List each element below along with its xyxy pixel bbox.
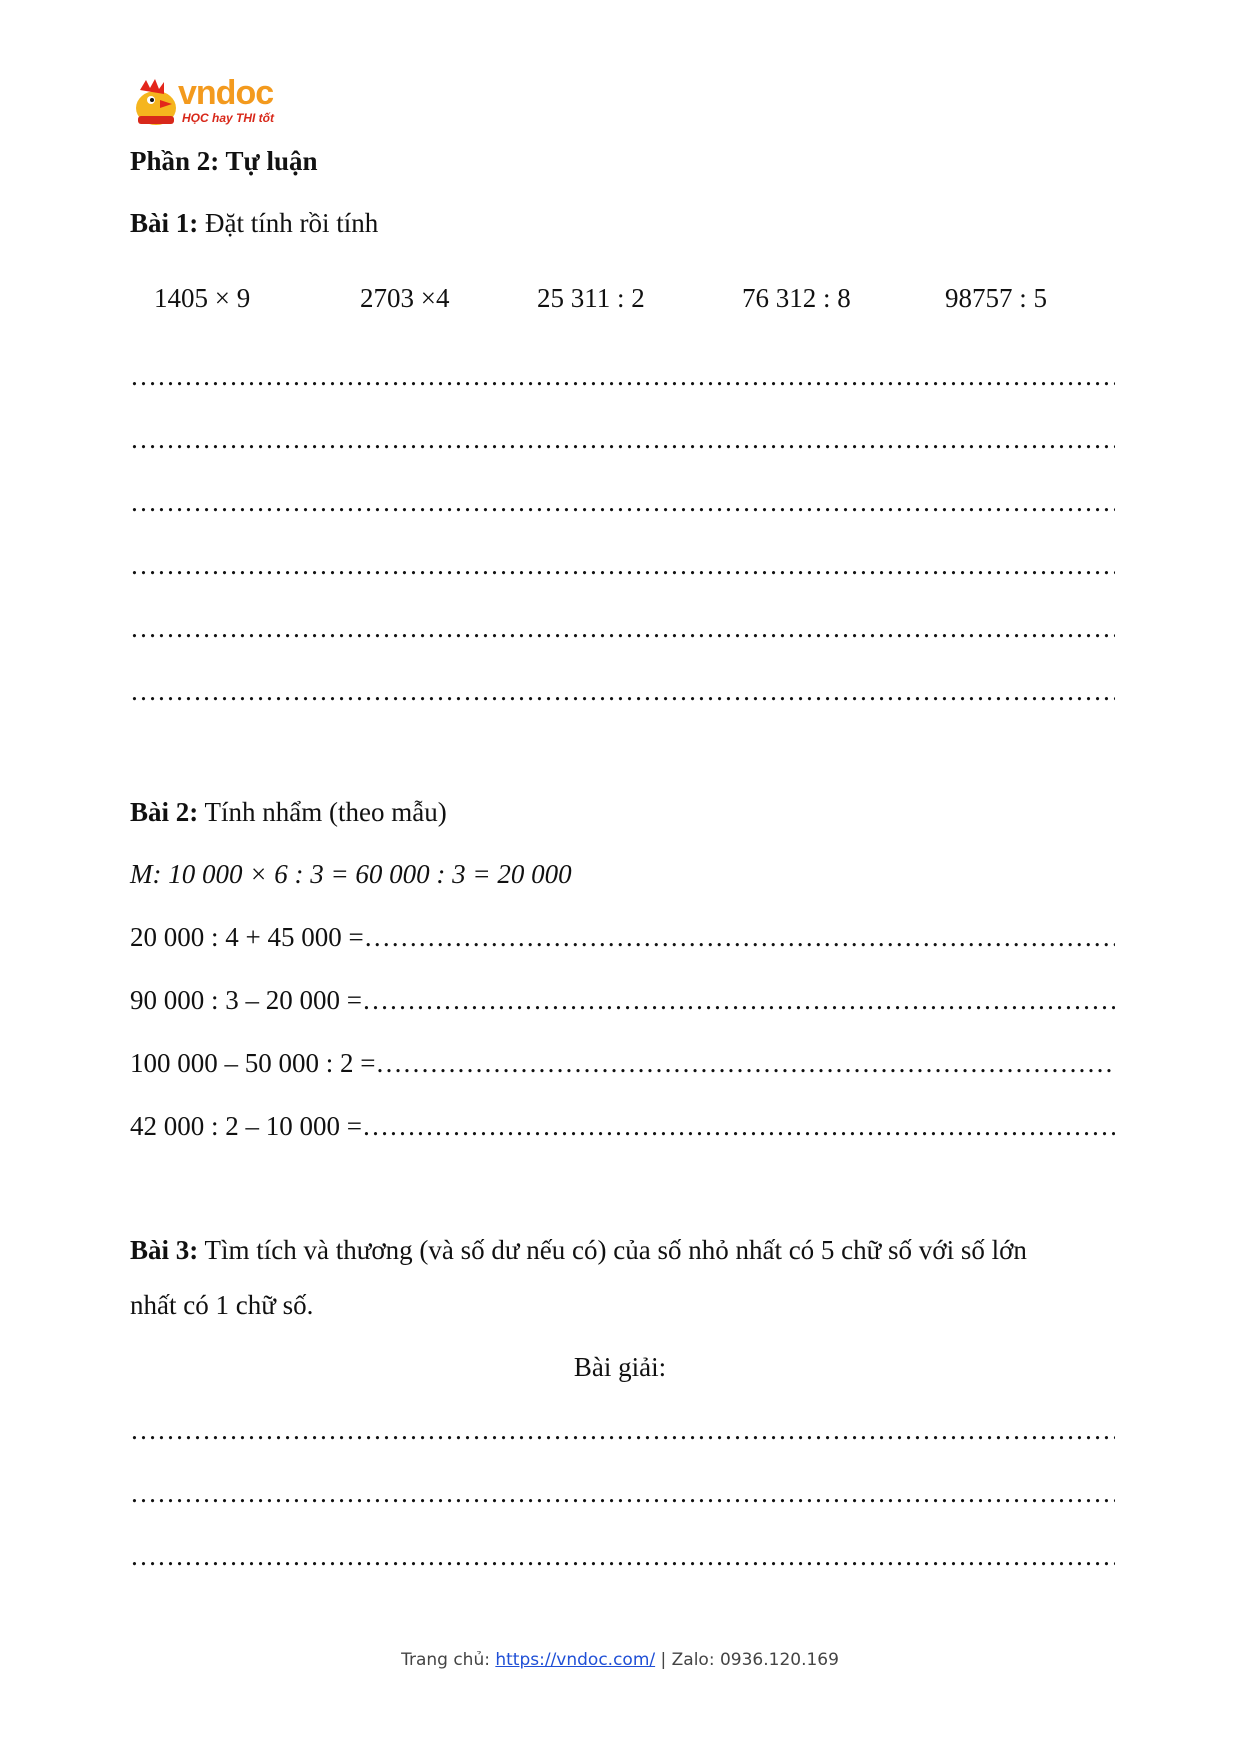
bai1-calc-4: 76 312 : 8 [742, 283, 851, 313]
bai2-row-2[interactable] [130, 983, 1115, 1017]
section-title: Phần 2: Tự luận [130, 146, 318, 176]
bai2-example: M: 10 000 × 6 : 3 = 60 000 : 3 = 20 000 [130, 859, 572, 889]
bai2-heading [130, 795, 447, 829]
bai2-row-1[interactable] [130, 920, 1115, 954]
answer-dots[interactable] [364, 920, 1115, 954]
footer-suffix: | Zalo: 0936.120.169 [655, 1650, 839, 1670]
answer-line[interactable] [130, 422, 1115, 456]
logo-brand-text: vndoc [178, 74, 274, 112]
answer-line[interactable] [130, 1413, 1115, 1447]
bai2-expression: 90 000 : 3 – 20 000 = [130, 985, 362, 1015]
bai1-calc-3: 25 311 : 2 [537, 283, 645, 313]
answer-line[interactable] [130, 548, 1115, 582]
answer-line[interactable] [130, 485, 1115, 519]
bai3-label: Bài 3: [130, 1235, 199, 1265]
bai2-expression: 100 000 – 50 000 : 2 = [130, 1048, 376, 1078]
bai1-text: Đặt tính rồi tính [198, 208, 379, 238]
answer-dots[interactable] [375, 1046, 1115, 1080]
answer-dots[interactable] [362, 1109, 1115, 1143]
bai2-row-4[interactable] [130, 1109, 1115, 1143]
bai1-calc-2: 2703 ×4 [360, 283, 450, 313]
bai1-label: Bài 1: [130, 208, 199, 238]
bai3-text-line2: nhất có 1 chữ số. [130, 1290, 314, 1320]
bai2-row-3[interactable] [130, 1046, 1115, 1080]
answer-dots[interactable] [362, 983, 1115, 1017]
logo-tagline: HỌC hay THI tốt [182, 111, 274, 125]
answer-line[interactable] [130, 611, 1115, 645]
answer-line[interactable] [130, 359, 1115, 393]
answer-line[interactable] [130, 1539, 1115, 1573]
footer-prefix: Trang chủ: [401, 1650, 496, 1670]
bai2-expression: 20 000 : 4 + 45 000 = [130, 922, 364, 952]
answer-line[interactable] [130, 674, 1115, 708]
bai3-heading [130, 1233, 1027, 1267]
bai1-heading [130, 206, 378, 240]
bai2-expression: 42 000 : 2 – 10 000 = [130, 1111, 362, 1141]
bai2-label: Bài 2: [130, 797, 199, 827]
vndoc-logo[interactable] [130, 76, 295, 130]
rooster-mascot-icon [130, 78, 182, 128]
bai2-text: Tính nhẩm (theo mẫu) [198, 797, 447, 827]
bai1-calc-5: 98757 : 5 [945, 283, 1048, 313]
bai3-text-line1: Tìm tích và thương (và số dư nếu có) của số nhỏ nhất có 5 chữ số với số lớn [198, 1235, 1027, 1265]
answer-line[interactable] [130, 1476, 1115, 1510]
page-footer [0, 1650, 1240, 1670]
solution-label: Bài giải: [573, 1352, 667, 1382]
footer-homepage-link[interactable]: https://vndoc.com/ [495, 1650, 656, 1670]
bai1-calc-1: 1405 × 9 [154, 283, 251, 313]
